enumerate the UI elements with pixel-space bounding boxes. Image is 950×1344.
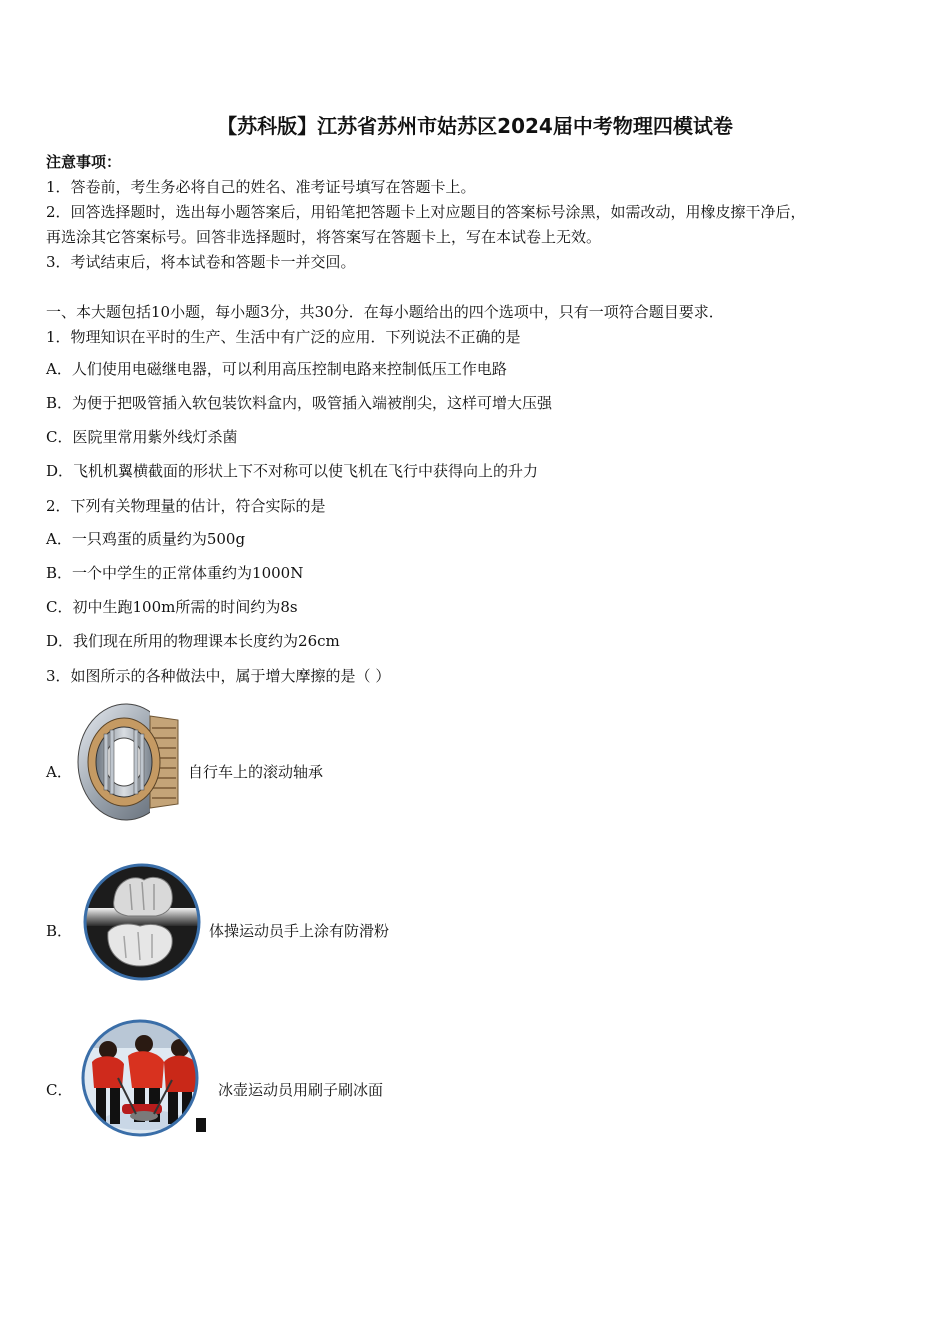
option-letter: C．: [46, 1081, 73, 1099]
page-title: 【苏科版】江苏省苏州市姑苏区2024届中考物理四模试卷: [217, 114, 733, 138]
gymnast-hands-image: [80, 862, 204, 982]
notice-line: 1．答卷前，考生务必将自己的姓名、准考证号填写在答题卡上。: [46, 178, 476, 196]
option-letter: A．: [46, 763, 72, 781]
question-option: B．为便于把吸管插入软包装饮料盒内，吸管插入端被削尖，这样可增大压强: [46, 394, 553, 412]
question-stem: 3．如图所示的各种做法中，属于增大摩擦的是（ ）: [46, 667, 391, 685]
notice-line: 再选涂其它答案标号。回答非选择题时，将答案写在答题卡上，写在本试卷上无效。: [46, 228, 602, 246]
option-caption: 自行车上的滚动轴承: [188, 763, 324, 781]
question-option: C．医院里常用紫外线灯杀菌: [46, 428, 238, 446]
option-caption: 冰壶运动员用刷子刷冰面: [218, 1081, 384, 1099]
notice-line: 3．考试结束后，将本试卷和答题卡一并交回。: [46, 253, 356, 271]
question-option: D．飞机机翼横截面的形状上下不对称可以使飞机在飞行中获得向上的升力: [46, 462, 539, 480]
curling-image: [78, 1018, 214, 1140]
question-option: B．一个中学生的正常体重约为1000N: [46, 564, 304, 582]
notice-heading: 注意事项：: [46, 153, 122, 171]
question-option: A．一只鸡蛋的质量约为500g: [46, 530, 246, 548]
option-caption: 体操运动员手上涂有防滑粉: [209, 922, 390, 940]
bearing-image: [74, 698, 184, 826]
notice-line: 2．回答选择题时，选出每小题答案后，用铅笔把答题卡上对应题目的答案标号涂黑，如需改动，用橡皮擦干净后，: [46, 203, 806, 221]
question-option: C．初中生跑100m所需的时间约为8s: [46, 598, 298, 616]
section-heading: 一、本大题包括10小题，每小题3分，共30分．在每小题给出的四个选项中，只有一项符合题目要求．: [46, 303, 724, 321]
question-stem: 2．下列有关物理量的估计，符合实际的是: [46, 497, 326, 515]
question-option: D．我们现在所用的物理课本长度约为26cm: [46, 632, 340, 650]
option-letter: B．: [46, 922, 73, 940]
question-stem: 1．物理知识在平时的生产、生活中有广泛的应用．下列说法不正确的是: [46, 328, 521, 346]
question-option: A．人们使用电磁继电器，可以利用高压控制电路来控制低压工作电路: [46, 360, 507, 378]
